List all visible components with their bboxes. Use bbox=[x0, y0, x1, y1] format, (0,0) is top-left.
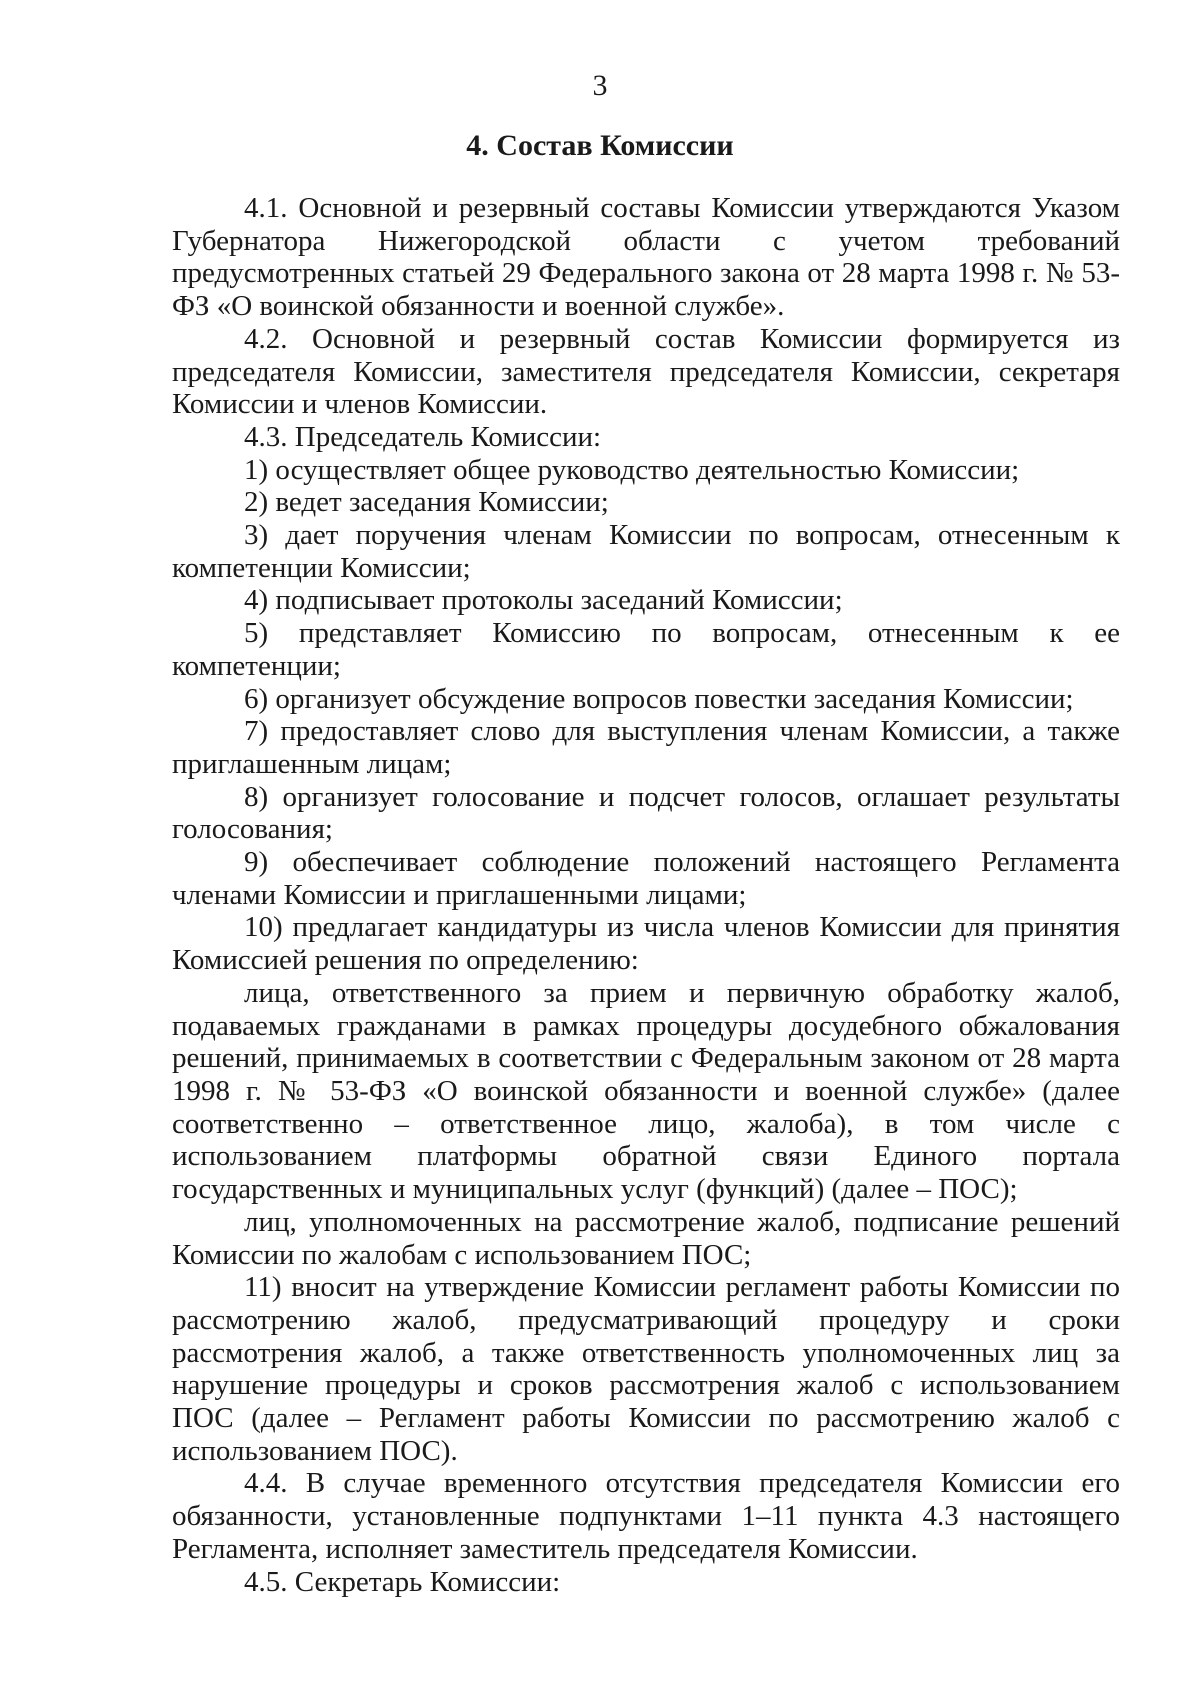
list-item-10: 10) предлагает кандидатуры из числа членов Комиссии для принятия Комиссией решения по определению: bbox=[172, 911, 1120, 977]
list-item-5: 5) представляет Комиссию по вопросам, отнесенным к ее компетенции; bbox=[172, 617, 1120, 682]
paragraph-4-5: 4.5. Секретарь Комиссии: bbox=[244, 1565, 561, 1598]
list-item-10-sub-2: лиц, уполномоченных на рассмотрение жалоб, подписание решений Комиссии по жалобам с использованием ПОС; bbox=[172, 1205, 1120, 1271]
section-title: 4. Состав Комиссии bbox=[466, 129, 734, 162]
paragraph-4-4: 4.4. В случае временного отсутствия председателя Комиссии его обязанности, установленные подпунктами 1–11 пункта 4.3 настоящего Регламента, исполняет заместитель председателя Комиссии. bbox=[172, 1467, 1120, 1565]
list-item-4: 4) подписывает протоколы заседаний Комиссии; bbox=[244, 584, 843, 617]
list-item-1: 1) осуществляет общее руководство деятельностью Комиссии; bbox=[244, 453, 1020, 486]
paragraph-4-3: 4.3. Председатель Комиссии: bbox=[244, 420, 602, 453]
page-number: 3 bbox=[592, 69, 608, 102]
list-item-8: 8) организует голосование и подсчет голосов, оглашает результаты голосования; bbox=[172, 780, 1120, 846]
list-item-10-sub-1: лица, ответственного за прием и первичную обработку жалоб, подаваемых гражданами в рамках процедуры досудебного обжалования решений, принимаемых в соответствии с Федеральным законом от 28 марта 1998 г. № 53-ФЗ «О воинской обязанности и военной службе» (далее соответственно – ответственное лицо, жалоба), в том числе с использованием платформы обратной связи Единого портала государственных и муниципальных услуг (функций) (далее – ПОС); bbox=[172, 976, 1120, 1206]
paragraph-4-2: 4.2. Основной и резервный состав Комиссии формируется из председателя Комиссии, заместителя председателя Комиссии, секретаря Комиссии и членов Комиссии. bbox=[172, 322, 1120, 421]
list-item-6: 6) организует обсуждение вопросов повестки заседания Комиссии; bbox=[244, 682, 1074, 715]
paragraph-4-1: 4.1. Основной и резервный составы Комиссии утверждаются Указом Губернатора Нижегородской области с учетом требований предусмотренных статьей 29 Федерального закона от 28 марта 1998 г. № 53-ФЗ «О воинской обязанности и военной службе». bbox=[172, 192, 1120, 323]
list-item-2: 2) ведет заседания Комиссии; bbox=[244, 486, 609, 519]
list-item-9: 9) обеспечивает соблюдение положений настоящего Регламента членами Комиссии и приглашенными лицами; bbox=[172, 846, 1120, 911]
document-body bbox=[172, 192, 1120, 1598]
list-item-7: 7) предоставляет слово для выступления членам Комиссии, а также приглашенным лицам; bbox=[172, 715, 1120, 780]
list-item-3: 3) дает поручения членам Комиссии по вопросам, отнесенным к компетенции Комиссии; bbox=[172, 519, 1120, 584]
list-item-11: 11) вносит на утверждение Комиссии регламент работы Комиссии по рассмотрению жалоб, предусматривающий процедуру и сроки рассмотрения жалоб, а также ответственность уполномоченных лиц за нарушение процедуры и сроков рассмотрения жалоб с использованием ПОС (далее – Регламент работы Комиссии по рассмотрению жалоб с использованием ПОС). bbox=[172, 1271, 1120, 1467]
